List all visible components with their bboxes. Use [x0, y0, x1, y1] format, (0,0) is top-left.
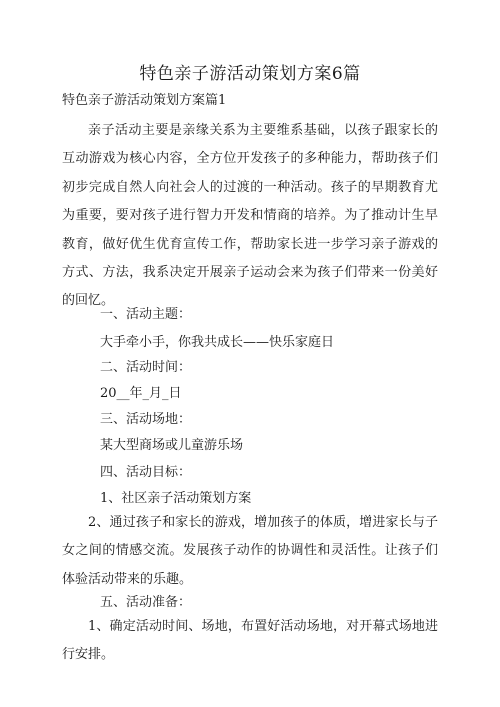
prep-item-1: 1、确定活动时间、场地，布置好活动场地，对开幕式场地进行安排。 [62, 619, 438, 663]
section5-heading: 五、活动准备： [100, 595, 192, 610]
goal-item-1: 1、社区亲子活动策划方案 [100, 491, 252, 506]
goal-item-2: 2、通过孩子和家长的游戏，增加孩子的体质，增进家长与子女之间的情感交流。发展孩子动作的协调性和灵活性。让孩子们体验活动带来的乐趣。 [62, 515, 438, 587]
section1-heading: 一、活动主题： [100, 307, 192, 322]
section2-heading: 二、活动时间： [100, 360, 192, 375]
section3-body: 某大型商场或儿童游乐场 [100, 438, 244, 453]
section4-heading: 四、活动目标： [100, 465, 192, 480]
document-title: 特色亲子游活动策划方案6篇 [139, 64, 361, 84]
section-subtitle: 特色亲子游活动策划方案篇1 [62, 93, 227, 108]
section1-body: 大手牵小手，你我共成长——快乐家庭日 [100, 335, 335, 350]
section2-body: 20__年_月_日 [100, 386, 182, 401]
section3-heading: 三、活动场地： [100, 412, 192, 427]
intro-paragraph: 亲子活动主要是亲缘关系为主要维系基础，以孩子跟家长的互动游戏为核心内容，全方位开发孩子的多种能力，帮助孩子们初步完成自然人向社会人的过渡的一种活动。孩子的早期教育尤为重要，要对孩子进行智力开发和情商的培养。为了推动计生早教育，做好优生优育宣传工作，帮助家长进一步学习亲子游戏的方式、方法，我系决定开展亲子运动会来为孩子们带来一份美好的回忆。 [62, 123, 438, 309]
